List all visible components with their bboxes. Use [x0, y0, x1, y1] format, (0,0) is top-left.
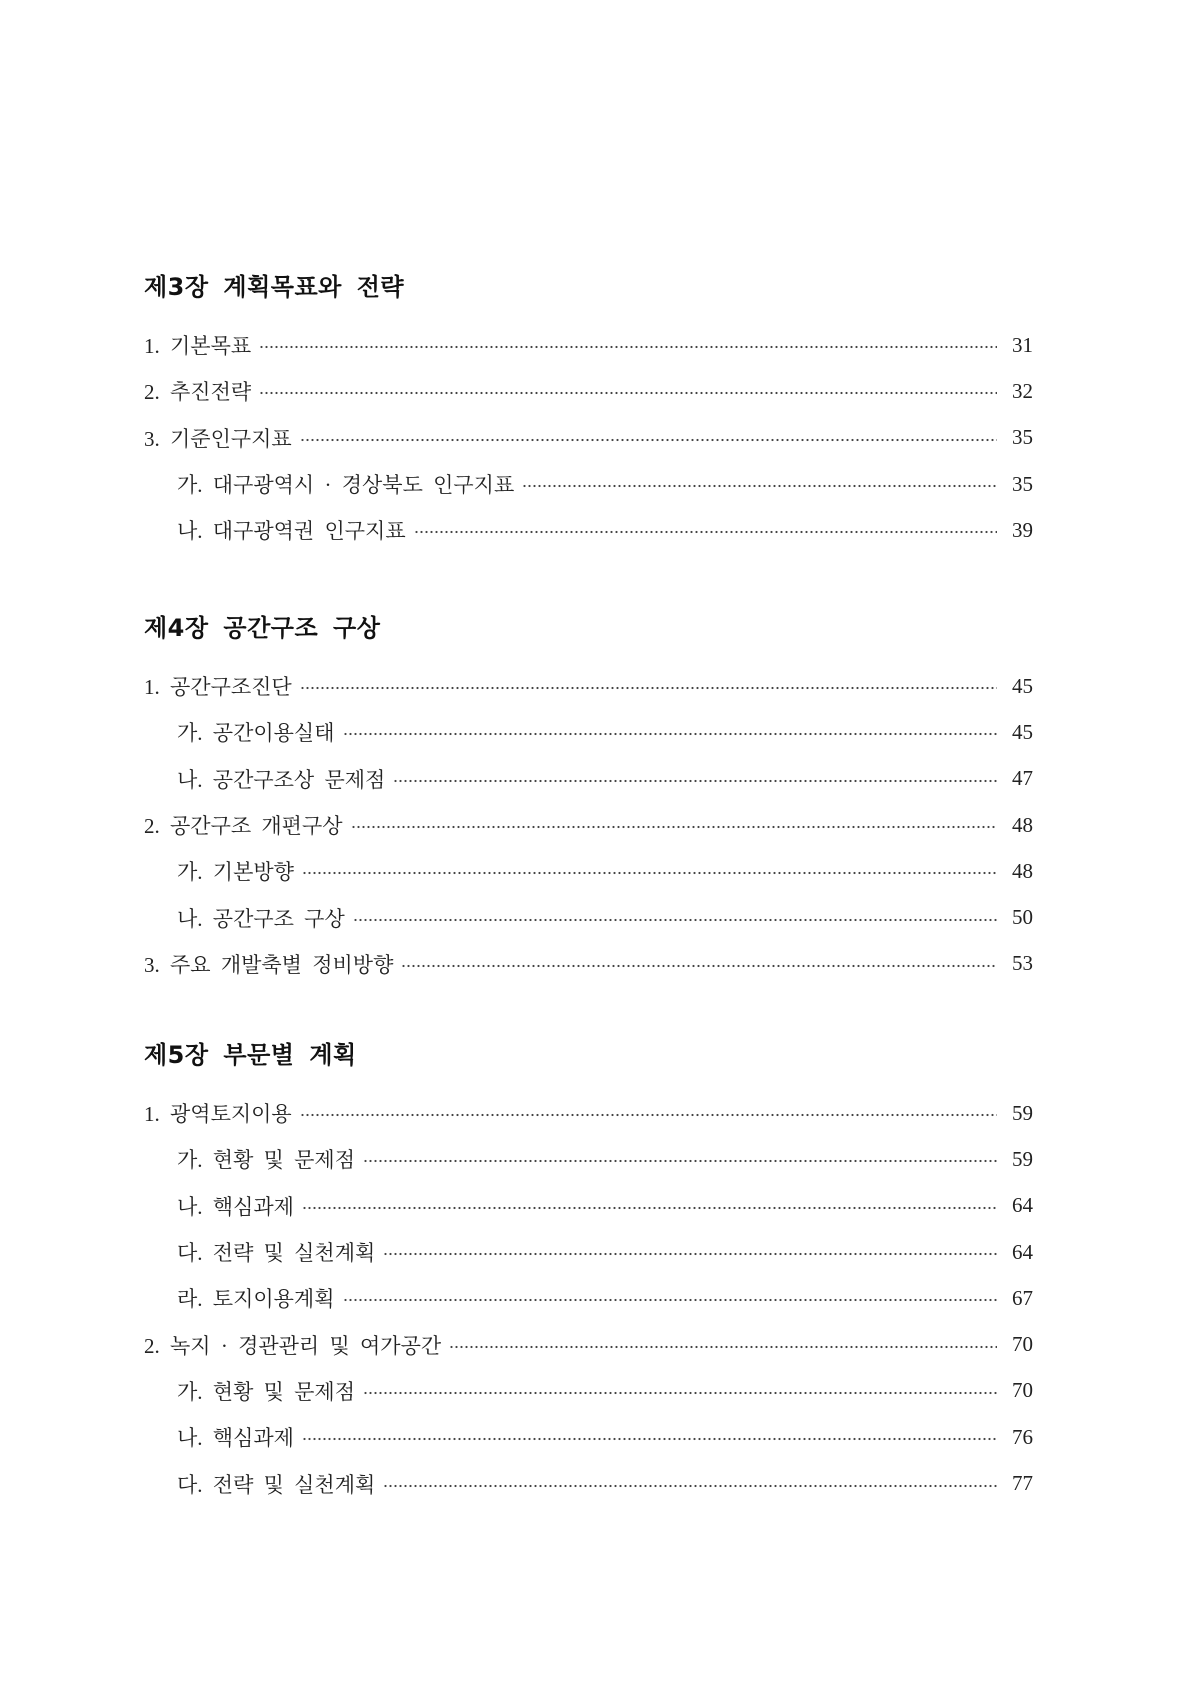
toc-list	[144, 322, 1033, 553]
chapter-title: 제5장 부문별 계획	[144, 1041, 357, 1069]
toc-subentry-page: 45	[1012, 719, 1033, 744]
toc-entry	[144, 663, 1033, 709]
dot-leader	[383, 1252, 997, 1256]
chapter-section	[144, 271, 1033, 553]
toc-subentry	[144, 507, 1033, 553]
dot-leader	[343, 1298, 997, 1302]
toc-subentry-page: 67	[1012, 1285, 1033, 1310]
dot-leader	[522, 484, 997, 488]
dot-leader	[414, 530, 997, 534]
toc-entry-label: 2. 추진전략	[144, 380, 252, 405]
dot-leader	[351, 825, 997, 829]
dot-leader	[259, 391, 997, 395]
toc-subentry	[144, 1136, 1033, 1182]
toc-subentry	[144, 1460, 1033, 1506]
dot-leader	[449, 1345, 997, 1349]
chapter-title: 제3장 계획목표와 전략	[144, 273, 405, 301]
toc-entry	[144, 941, 1033, 987]
toc-entry	[144, 368, 1033, 414]
chapter-title: 제4장 공간구조 구상	[144, 614, 381, 642]
toc-subentry-label: 라. 토지이용계획	[177, 1287, 335, 1312]
toc-subentry-label: 가. 공간이용실태	[177, 721, 335, 746]
dot-leader	[259, 345, 997, 349]
toc-subentry-page: 50	[1012, 905, 1033, 930]
toc-subentry	[144, 894, 1033, 940]
toc-subentry-label: 다. 전략 및 실천계획	[177, 1472, 376, 1497]
toc-subentry-page: 64	[1012, 1193, 1033, 1218]
chapter-section	[144, 1039, 1033, 1507]
dot-leader	[300, 1113, 997, 1117]
dot-leader	[363, 1159, 997, 1163]
toc-subentry-label: 나. 공간구조 구상	[177, 906, 345, 931]
toc-entry-label: 2. 공간구조 개편구상	[144, 814, 343, 839]
toc-entry-label: 1. 기본목표	[144, 334, 252, 359]
toc-entry-page: 35	[1012, 425, 1033, 450]
toc-subentry-label: 가. 기본방향	[177, 860, 294, 885]
toc-subentry	[144, 709, 1033, 755]
toc-subentry-label: 가. 현황 및 문제점	[177, 1148, 356, 1173]
toc-entry-page: 59	[1012, 1100, 1033, 1125]
toc-entry	[144, 802, 1033, 848]
toc-entry	[144, 1090, 1033, 1136]
dot-leader	[300, 686, 997, 690]
dot-leader	[363, 1391, 997, 1395]
toc-subentry	[144, 461, 1033, 507]
toc-entry-page: 53	[1012, 951, 1033, 976]
toc-subentry	[144, 1414, 1033, 1460]
toc-subentry	[144, 1368, 1033, 1414]
toc-subentry-label: 나. 대구광역권 인구지표	[177, 519, 406, 544]
dot-leader	[383, 1484, 997, 1488]
dot-leader	[300, 438, 997, 442]
dot-leader	[343, 732, 997, 736]
toc-subentry-page: 39	[1012, 517, 1033, 542]
toc-subentry-page: 64	[1012, 1239, 1033, 1264]
toc-subentry-label: 다. 전략 및 실천계획	[177, 1241, 376, 1266]
toc-subentry-page: 47	[1012, 766, 1033, 791]
toc-entry-page: 45	[1012, 673, 1033, 698]
toc-entry	[144, 415, 1033, 461]
toc-subentry-page: 76	[1012, 1424, 1033, 1449]
toc-subentry-label: 나. 핵심과제	[177, 1194, 294, 1219]
toc-entry-page: 70	[1012, 1332, 1033, 1357]
chapter-section	[144, 612, 1033, 987]
toc-subentry-page: 48	[1012, 858, 1033, 883]
dot-leader	[302, 1437, 997, 1441]
toc-entry	[144, 1321, 1033, 1367]
toc-subentry	[144, 1183, 1033, 1229]
toc-entry-label: 1. 광역토지이용	[144, 1102, 292, 1127]
toc-subentry-page: 35	[1012, 471, 1033, 496]
toc-subentry-label: 가. 대구광역시 · 경상북도 인구지표	[177, 473, 515, 498]
toc-subentry-label: 가. 현황 및 문제점	[177, 1379, 356, 1404]
toc-entry	[144, 322, 1033, 368]
toc-subentry-page: 77	[1012, 1471, 1033, 1496]
toc-subentry	[144, 1275, 1033, 1321]
dot-leader	[353, 918, 997, 922]
toc-subentry-page: 70	[1012, 1378, 1033, 1403]
toc-entry-label: 2. 녹지 · 경관관리 및 여가공간	[144, 1333, 442, 1358]
toc-subentry	[144, 1229, 1033, 1275]
dot-leader	[302, 871, 997, 875]
dot-leader	[393, 779, 997, 783]
toc-subentry-label: 나. 공간구조상 문제점	[177, 767, 386, 792]
dot-leader	[302, 1206, 997, 1210]
toc-list	[144, 1090, 1033, 1507]
toc-entry-page: 32	[1012, 378, 1033, 403]
toc-subentry	[144, 848, 1033, 894]
toc-list	[144, 663, 1033, 987]
toc-entry-label: 1. 공간구조진단	[144, 675, 292, 700]
toc-entry-page: 31	[1012, 332, 1033, 357]
toc-subentry	[144, 756, 1033, 802]
toc-entry-page: 48	[1012, 812, 1033, 837]
toc-subentry-page: 59	[1012, 1146, 1033, 1171]
toc-entry-label: 3. 주요 개발축별 정비방향	[144, 952, 394, 977]
toc-subentry-label: 나. 핵심과제	[177, 1426, 294, 1451]
toc-entry-label: 3. 기준인구지표	[144, 426, 292, 451]
dot-leader	[401, 964, 997, 968]
